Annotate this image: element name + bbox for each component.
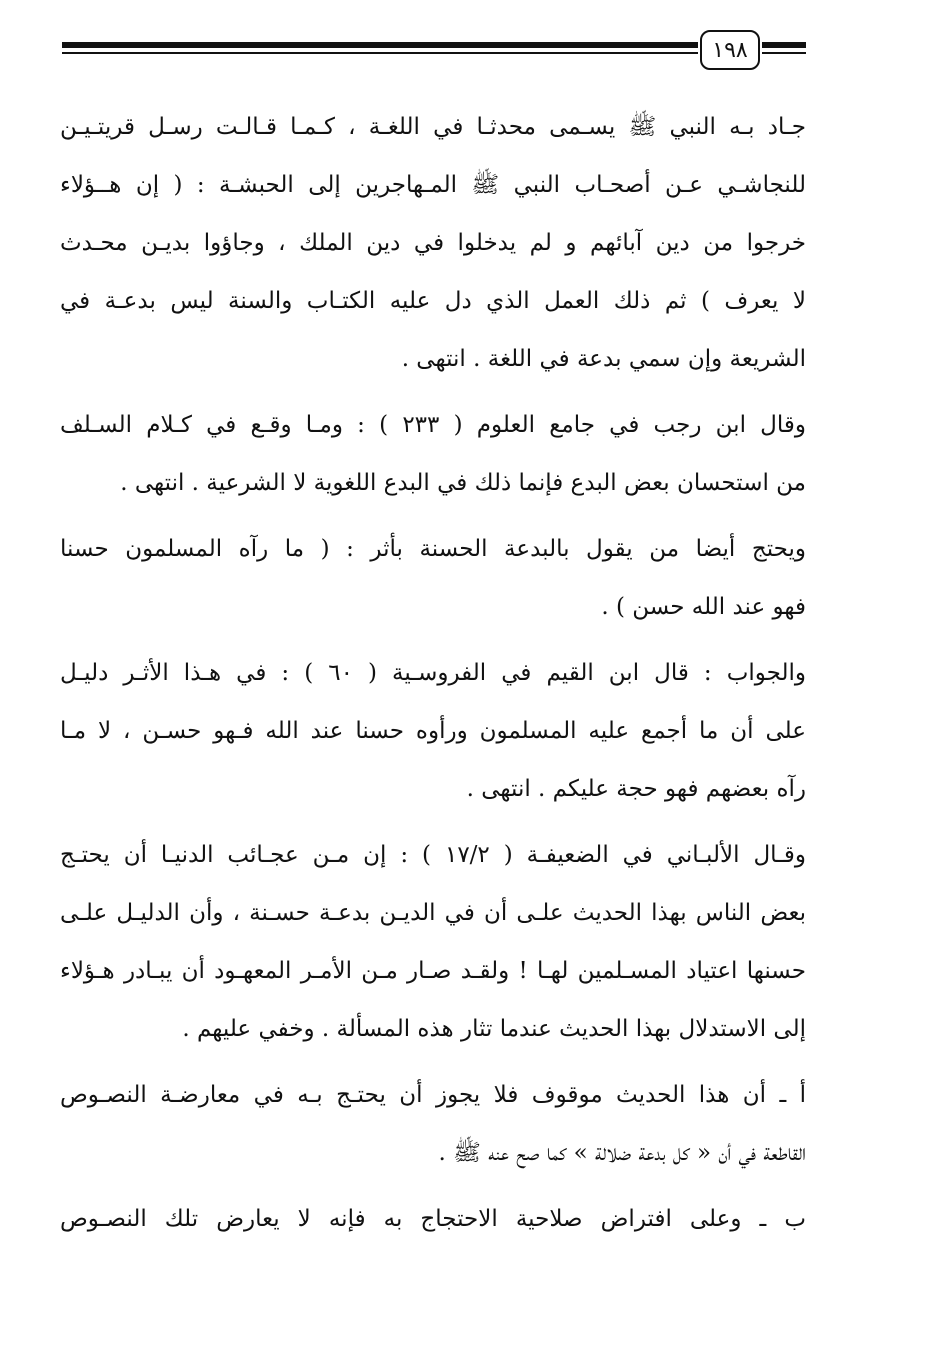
text-line: ويحتج أيضا من يقول بالبدعة الحسنة بأثر : ( ما رآه المسلمون حسنا <box>60 536 806 562</box>
text-line: على أن ما أجمع عليه المسلمون ورأوه حسنا عند الله فـهو حسـن ، لا مـا <box>60 718 806 744</box>
header-rule <box>62 42 698 48</box>
paragraph <box>60 98 806 388</box>
header-rule <box>762 42 806 48</box>
paragraph <box>60 1066 806 1182</box>
paragraph <box>60 396 806 512</box>
text-line: للنجاشـي عـن أصحـاب النبي ﷺ المـهاجرين إلى الحبشـة : ( إن هــؤلاء <box>60 172 806 198</box>
text-line: القاطعة في أن « كل بدعة ضلالة » كما صح عنه ﷺ . <box>438 1140 806 1166</box>
text-line: لا يعرف ) ثم ذلك العمل الذي دل عليه الكتـاب والسنة ليس بدعـة في <box>60 288 806 314</box>
text-line: ب ـ وعلى افتراض صلاحية الاحتجاج به فإنه لا يعارض تلك النصـوص <box>60 1206 806 1232</box>
paragraph <box>60 1190 806 1248</box>
text-line: خرجوا من دين آبائهم و لم يدخلوا في دين الملك ، وجاؤوا بديـن محـدث <box>60 230 806 256</box>
text-line: من استحسان بعض البدع فإنما ذلك في البدع اللغوية لا الشرعية . انتهى . <box>120 470 806 496</box>
text-line: بعض الناس بهذا الحديث علـى أن في الديـن بدعـة حسـنة ، وأن الدليـل علـى <box>60 900 806 926</box>
paragraph <box>60 520 806 636</box>
text-line: إلى الاستدلال بهذا الحديث عندما تثار هذه المسألة . وخفي عليهم . <box>182 1016 806 1042</box>
page-number: ١٩٨ <box>700 30 760 70</box>
paragraph <box>60 644 806 818</box>
header-rule <box>762 52 806 54</box>
page-body <box>60 98 806 1256</box>
text-line: أ ـ أن هذا الحديث موقوف فلا يجوز أن يحتـج بـه في معارضـة النصـوص <box>60 1082 806 1108</box>
page-header <box>62 30 806 74</box>
text-line: جـاد بـه النبي ﷺ يسـمى محدثـا في اللغـة ، كـمـا قـالـت رسـل قريتـيـن <box>60 114 806 140</box>
text-line: وقـال الألبـاني في الضعيفـة ( ١٧/٢ ) : إن مـن عجـائب الدنيـا أن يحتـج <box>60 842 807 868</box>
text-line: والجواب : قال ابن القيم في الفروسـية ( ٦٠ ) : في هـذا الأثـر دليـل <box>60 660 806 686</box>
text-line: حسنها اعتياد المسـلمين لهـا ! ولقـد صـار مـن الأمـر المعهـود أن يبـادر هـؤلاء <box>60 958 806 984</box>
text-line: الشريعة وإن سمي بدعة في اللغة . انتهى . <box>401 346 806 372</box>
paragraph <box>60 826 806 1058</box>
text-line: فهو عند الله حسن ) . <box>601 594 806 620</box>
header-rule <box>62 52 698 54</box>
text-line: وقال ابن رجب في جامع العلوم ( ٢٣٣ ) : ومـا وقـع في كـلام السـلف <box>60 412 806 438</box>
text-line: رآه بعضهم فهو حجة عليكم . انتهى . <box>466 776 806 802</box>
